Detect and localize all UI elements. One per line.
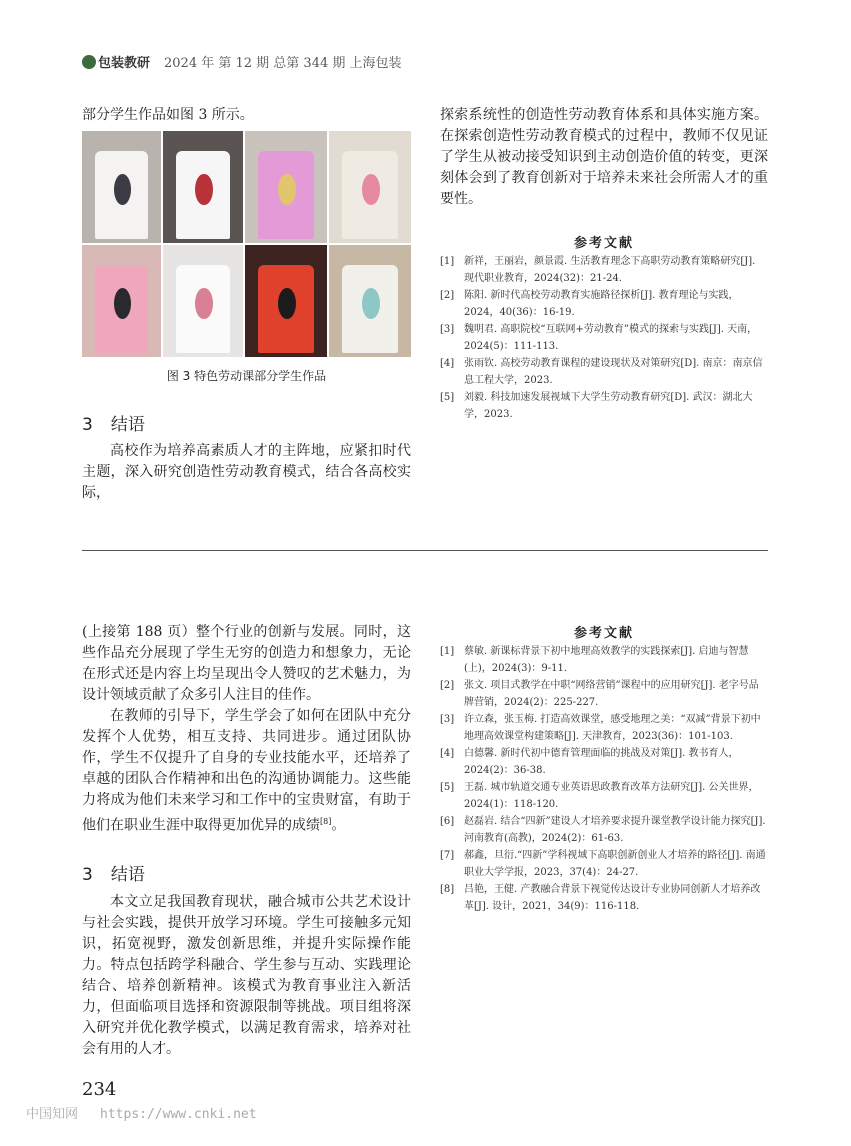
reference-item <box>440 847 768 881</box>
reference-item <box>440 779 768 813</box>
section-title: 结语 <box>110 415 145 435</box>
journal-name: 包装教研 <box>98 56 151 71</box>
photo-5 <box>82 245 161 357</box>
paragraph-continued: (上接第 188 页）整个行业的创新与发展。同时，这些作品充分展现了学生无穷的创造力和想象力，无论在形式还是内容上均呈现出令人赞叹的艺术魅力，为设计领域贡献了众多引人注目的佳作。 <box>82 624 411 703</box>
reference-number: [4] <box>440 358 455 369</box>
paragraph: 本文立足我国教育现状，融合城市公共艺术设计与社会实践，提供开放学习环境。学生可接触多元知识，拓宽视野，激发创新思维，并提升实际操作能力。特点包括跨学科融合、学生参与互动、实践理论结合、培养创新精神。该模式为教育事业注入新活力，但面临项目选择和资源限制等挑战。项目组将深入研究并优化教学模式，以满足教育需求，培养对社会有用的人才。 <box>82 894 411 1057</box>
photo-8 <box>329 245 411 357</box>
figure-caption: 图 3 特色劳动课部分学生作品 <box>166 369 327 383</box>
section-heading-top <box>82 410 145 435</box>
reference-item <box>440 321 768 355</box>
references-heading-top: 参考文献 <box>573 236 634 251</box>
running-header <box>82 52 402 71</box>
reference-item <box>440 677 768 711</box>
issue-info: 2024 年 第 12 期 总第 344 期 上海包装 <box>164 56 402 71</box>
source-watermark <box>26 1103 257 1122</box>
references-list-top <box>440 253 768 423</box>
reference-number: [1] <box>440 646 455 657</box>
photo-6 <box>163 245 243 357</box>
reference-text: 新祥，王丽岩，颜景霞. 生活教育理念下高职劳动教育策略研究[J]. 现代职业教育，2024(32)：21-24. <box>464 256 756 284</box>
reference-text: 蔡敏. 新课标背景下初中地理高效教学的实践探索[J]. 启迪与智慧(上)，2024(3)：9-11. <box>464 646 749 674</box>
section-number: 3 <box>82 415 93 435</box>
journal-logo-icon <box>82 55 96 69</box>
section-number: 3 <box>82 865 93 885</box>
reference-number: [4] <box>440 748 455 759</box>
photo-7 <box>245 245 327 357</box>
conclusion-paragraph-top <box>82 441 411 504</box>
reference-number: [5] <box>440 392 455 403</box>
reference-item <box>440 881 768 915</box>
reference-item <box>440 745 768 779</box>
reference-item <box>440 287 768 321</box>
reference-item <box>440 711 768 745</box>
article-divider <box>82 550 768 551</box>
reference-text: 赵磊岩. 结合“四新”建设人才培养要求提升课堂教学设计能力探究[J]. 河南教育(高教)，2024(2)：61-63. <box>464 816 766 844</box>
reference-number: [7] <box>440 850 455 861</box>
reference-number: [2] <box>440 290 455 301</box>
reference-item <box>440 355 768 389</box>
reference-text: 张雨钦. 高校劳动教育课程的建设现状及对策研究[D]. 南京：南京信息工程大学，2023. <box>464 358 763 386</box>
conclusion-continued <box>440 105 768 210</box>
photo-3 <box>245 131 327 243</box>
figure-3-student-works <box>82 131 411 357</box>
paragraph-team <box>82 706 411 837</box>
reference-text: 刘毅. 科技加速发展视域下大学生劳动教育研究[D]. 武汉：湖北大学，2023. <box>464 392 753 420</box>
photo-2 <box>163 131 243 243</box>
photo-1 <box>82 131 161 243</box>
reference-number: [2] <box>440 680 455 691</box>
cnki-url[interactable]: https://www.cnki.net <box>100 1107 257 1122</box>
paragraph-team-end: 。 <box>331 817 346 834</box>
page-number: 234 <box>82 1079 117 1100</box>
cnki-site-name: 中国知网 <box>26 1107 79 1122</box>
references-list-bottom <box>440 643 768 915</box>
reference-text: 魏明君. 高职院校“互联网+劳动教育”模式的探索与实践[J]. 天南，2024(5)：111-113. <box>464 324 758 352</box>
section-heading-bottom <box>82 860 145 885</box>
references-heading-bottom: 参考文献 <box>573 626 634 641</box>
paragraph-team-text: 在教师的引导下，学生学会了如何在团队中充分发挥个人优势，相互支持、共同进步。通过团队协作，学生不仅提升了自身的专业技能水平，还培养了卓越的团队合作精神和出色的沟通协调能力。这些能力将成为他们未来学习和工作中的宝贵财富，有助于他们在职业生涯中取得更加优异的成绩 <box>82 708 411 834</box>
photo-4 <box>329 131 411 243</box>
reference-number: [3] <box>440 324 455 335</box>
reference-number: [5] <box>440 782 455 793</box>
reference-text: 郝鑫，旦衍.“四新”学科视域下高职创新创业人才培养的路径[J]. 南通职业大学学报，2023，37(4)：24-27. <box>464 850 766 878</box>
reference-number: [3] <box>440 714 455 725</box>
citation-marker: [8] <box>320 817 332 826</box>
reference-number: [8] <box>440 884 455 895</box>
reference-item <box>440 253 768 287</box>
reference-text: 许立森，张玉梅. 打造高效课堂，感受地理之美：“双减”背景下初中地理高效课堂构建策略[J]. 天津教育，2023(36)：101-103. <box>464 714 761 742</box>
reference-number: [1] <box>440 256 455 267</box>
article-body-bottom <box>82 622 411 837</box>
reference-text: 白德馨. 新时代初中德育管理面临的挑战及对策[J]. 教书育人，2024(2)：36-38. <box>464 748 739 776</box>
reference-item <box>440 389 768 423</box>
reference-number: [6] <box>440 816 455 827</box>
reference-item <box>440 643 768 677</box>
section-title: 结语 <box>110 865 145 885</box>
conclusion-paragraph-bottom <box>82 892 411 1060</box>
reference-text: 吕艳，王健. 产教融合背景下视觉传达设计专业协同创新人才培养改革[J]. 设计，2021，34(9)：116-118. <box>464 884 761 912</box>
reference-item <box>440 813 768 847</box>
reference-text: 王磊. 城市轨道交通专业英语思政教育改革方法研究[J]. 公关世界，2024(1)：118-120. <box>464 782 759 810</box>
reference-text: 张文. 项目式教学在中职“网络营销”课程中的应用研究[J]. 老字号品牌营销，2024(2)：225-227. <box>464 680 759 708</box>
paragraph: 高校作为培养高素质人才的主阵地，应紧扣时代主题，深入研究创造性劳动教育模式，结合各高校实际， <box>82 443 411 501</box>
figure-intro: 部分学生作品如图 3 所示。 <box>82 107 254 123</box>
paragraph: 探索系统性的创造性劳动教育体系和具体实施方案。在探索创造性劳动教育模式的过程中，教师不仅见证了学生从被动接受知识到主动创造价值的转变，更深刻体会到了教育创新对于培养未来社会所需人才的重要性。 <box>440 107 768 207</box>
reference-text: 陈阳. 新时代高校劳动教育实施路径探析[J]. 教育理论与实践，2024，40(36)：16-19. <box>464 290 739 318</box>
